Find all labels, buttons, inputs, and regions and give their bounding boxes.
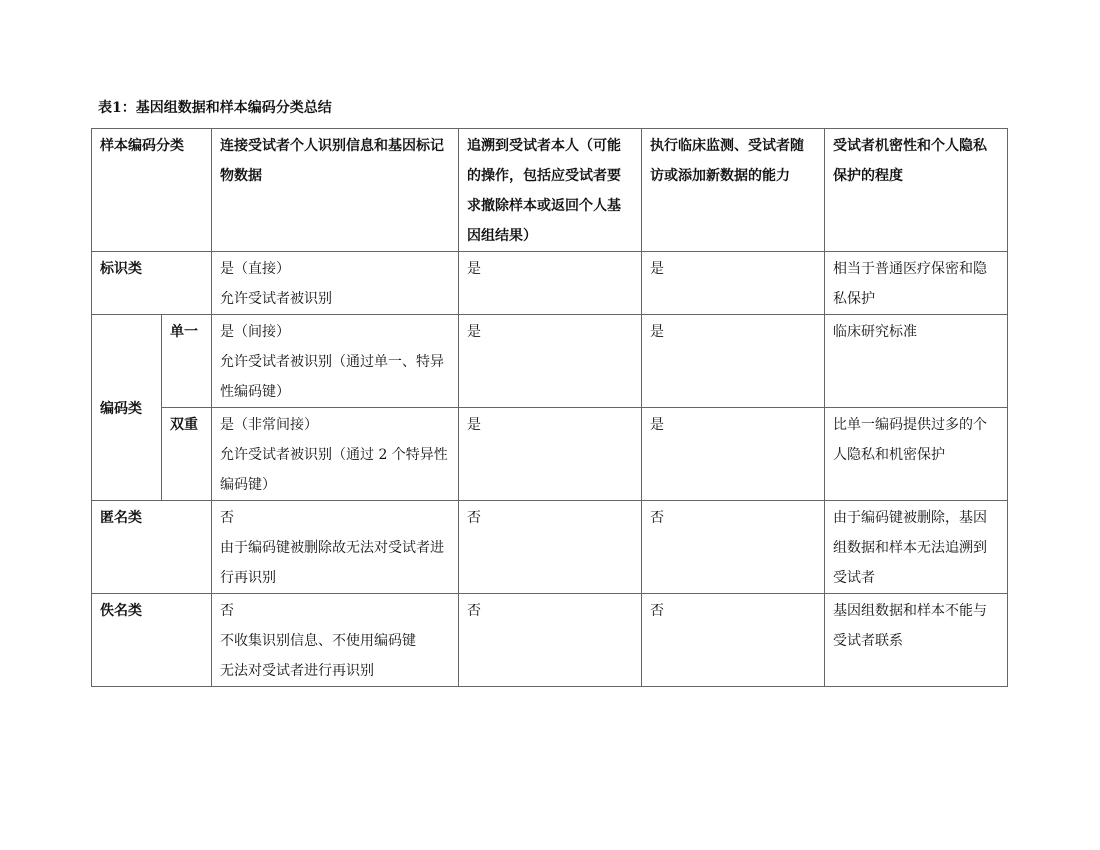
link-note: 不收集识别信息、不使用编码键 [220,633,416,649]
cell-monitor-anonymous: 否 [642,594,825,687]
coding-summary-table [91,128,1008,687]
cell-trace-single: 是 [459,315,642,408]
link-value: 否 [220,603,234,619]
row-label-identified: 标识类 [92,252,212,315]
cell-trace-anonymized: 否 [459,501,642,594]
link-value: 否 [220,510,234,526]
link-note: 无法对受试者进行再识别 [220,663,374,679]
link-note: 由于编码键被删除故无法对受试者进行再识别 [220,540,444,586]
cell-link-single [212,315,459,408]
header-category: 样本编码分类 [92,129,212,252]
header-trace: 追溯到受试者本人（可能的操作，包括应受试者要求撤除样本或返回个人基因组结果） [459,129,642,252]
header-link: 连接受试者个人识别信息和基因标记物数据 [212,129,459,252]
cell-monitor-identified: 是 [642,252,825,315]
row-sublabel-single: 单一 [162,315,212,408]
cell-trace-double: 是 [459,408,642,501]
cell-monitor-double: 是 [642,408,825,501]
link-note: 允许受试者被识别 [220,291,332,307]
cell-link-anonymous [212,594,459,687]
table-row-anonymous [92,594,1008,687]
header-privacy: 受试者机密性和个人隐私保护的程度 [825,129,1008,252]
link-value: 是（非常间接） [220,417,318,433]
cell-privacy-anonymized: 由于编码键被删除，基因组数据和样本无法追溯到受试者 [825,501,1008,594]
table-row-coded-double [92,408,1008,501]
table-row-anonymized [92,501,1008,594]
header-monitor: 执行临床监测、受试者随访或添加新数据的能力 [642,129,825,252]
table-caption: 表1：基因组数据和样本编码分类总结 [98,100,332,116]
cell-trace-anonymous: 否 [459,594,642,687]
cell-link-anonymized [212,501,459,594]
cell-privacy-double: 比单一编码提供过多的个人隐私和机密保护 [825,408,1008,501]
cell-monitor-anonymized: 否 [642,501,825,594]
link-note: 允许受试者被识别（通过 2 个特异性编码键） [220,447,448,493]
cell-privacy-identified: 相当于普通医疗保密和隐私保护 [825,252,1008,315]
table-row-identified [92,252,1008,315]
cell-monitor-single: 是 [642,315,825,408]
row-label-anonymous: 佚名类 [92,594,212,687]
link-note: 允许受试者被识别（通过单一、特异性编码键） [220,354,444,400]
cell-privacy-anonymous: 基因组数据和样本不能与受试者联系 [825,594,1008,687]
cell-trace-identified: 是 [459,252,642,315]
header-row [92,129,1008,252]
link-value: 是（直接） [220,261,290,277]
cell-link-double [212,408,459,501]
cell-privacy-single: 临床研究标准 [825,315,1008,408]
table-row-coded-single [92,315,1008,408]
row-sublabel-double: 双重 [162,408,212,501]
row-label-anonymized: 匿名类 [92,501,212,594]
row-label-coded: 编码类 [92,315,162,501]
link-value: 是（间接） [220,324,290,340]
cell-link-identified [212,252,459,315]
